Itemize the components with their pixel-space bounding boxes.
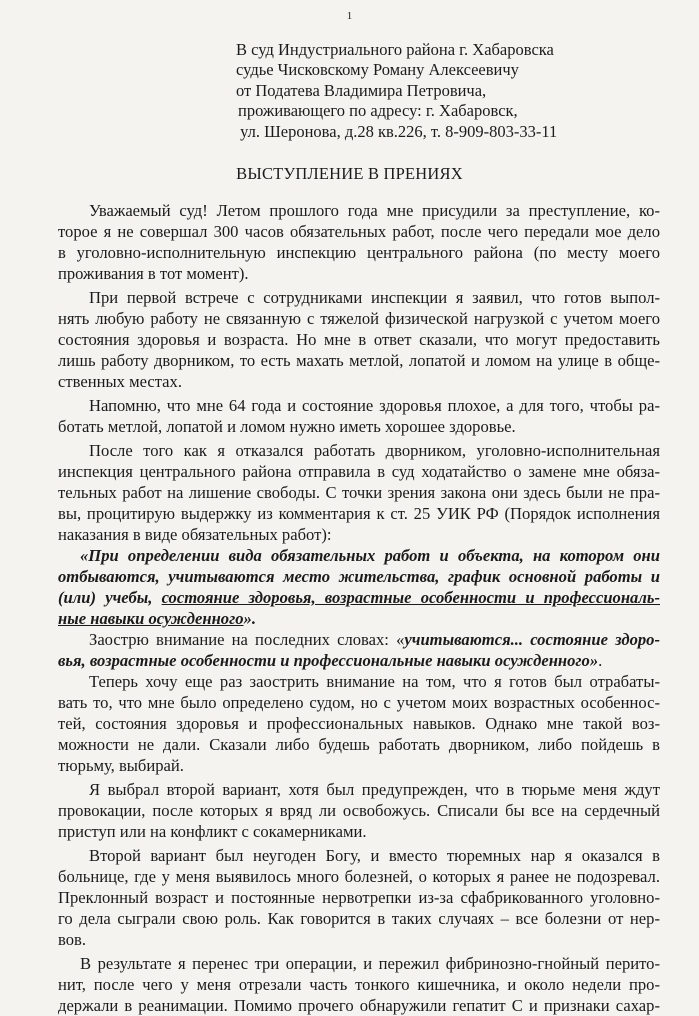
text-line — [58, 650, 660, 671]
text-line: Второй вариант был неугоден Богу, и вместо тюремных нар я оказался в — [89, 846, 660, 865]
text-line: вы, процитирую выдержку из комментария к ст. 25 УИК РФ (Порядок исполнения — [58, 504, 660, 523]
text-line: в уголовно-исполнительную инспекцию центрального района (по месту моего — [58, 243, 660, 262]
text-line: проживания в тот момент). — [58, 264, 249, 283]
text-line: нять любую работу не связанную с тяжелой физической нагрузкой с учетом моего — [58, 309, 660, 328]
address-line: В суд Индустриального района г. Хабаровска — [236, 40, 554, 59]
address-line: от Податева Владимира Петровича, — [236, 80, 487, 100]
text-line: го дела сыграли свою роль. Как говорится в таких случаях – все болезни от нер- — [58, 909, 660, 928]
text-line: Уважаемый суд! Летом прошлого года мне присудили за преступление, ко- — [89, 201, 660, 220]
address-block — [236, 40, 557, 142]
quote-line: «При определении вида обязательных работ и объекта, на котором они — [80, 546, 660, 565]
text-line: лишь работу дворником, то есть махать метлой, лопатой и ломом на улице в обще- — [58, 351, 660, 370]
underlined-fragment: состояние здоровья, возрастные особенности и профессиональ- — [161, 588, 660, 607]
text-fragment: . — [598, 651, 603, 670]
text-line: ственных местах. — [58, 372, 182, 391]
document-body — [58, 200, 660, 1016]
text-fragment: Заострю внимание на последних словах: « — [89, 630, 405, 649]
address-line: ул. Шеронова, д.28 кв.226, т. 8-909-803-33-11 — [236, 121, 558, 141]
text-line: состояния здоровья и возраста. Но мне в ответ сказали, что могут предоставить — [58, 330, 660, 349]
text-line: провокации, после которых я вряд ли освобожусь. Списали бы все на сердечный — [58, 801, 660, 820]
quote-fragment: (или) учебы, — [58, 588, 162, 607]
text-line: Я выбрал второй вариант, хотя был предупрежден, что в тюрьме меня ждут — [89, 780, 660, 799]
text-line: Напомню, что мне 64 года и состояние здоровья плохое, а для того, чтобы ра- — [89, 396, 660, 415]
page-number: 1 — [346, 10, 353, 22]
text-line: инспекция центрального района отправила в суд ходатайство о замене мне обяза- — [58, 462, 660, 481]
address-line: судье Чисковскому Роману Алексеевичу — [236, 60, 519, 80]
text-line: тельных работ на лишение свободы. С точки зрения закона они здесь были не пра- — [58, 483, 660, 502]
address-line: проживающего по адресу: г. Хабаровск, — [238, 101, 518, 121]
quote-fragment: ». — [243, 609, 256, 628]
text-line: держали в реанимации. Помимо прочего обнаружили гепатит С и признаки сахар- — [58, 996, 660, 1015]
text-line: нит, после чего у меня отрезали часть тонкого кишечника, и около недели про- — [58, 975, 660, 994]
underlined-fragment: ные навыки осужденного — [58, 609, 244, 628]
text-line: После того как я отказался работать дворником, уголовно-исполнительная — [89, 441, 660, 460]
document-title: ВЫСТУПЛЕНИЕ В ПРЕНИЯХ — [236, 164, 463, 183]
text-line: приступ или на конфликт с сокамерниками. — [58, 822, 367, 841]
text-line: вать то, что мне было определено судом, но с учетом моих возрастных особеннос- — [58, 693, 660, 712]
text-line — [58, 629, 660, 650]
text-line: наказания в виде обязательных работ): — [58, 525, 332, 544]
text-line: Теперь хочу еще раз заострить внимание на том, что я готов был отрабаты- — [89, 672, 660, 691]
quote-line — [58, 587, 660, 608]
text-line: ботать метлой, лопатой и ломом нужно иметь хорошее здоровье. — [58, 417, 516, 436]
text-line: тей, состояния здоровья и профессиональных навыков. Однако мне такой воз- — [58, 714, 660, 733]
text-line: торое я не совершал 300 часов обязательных работ, после чего передали мое дело — [58, 222, 660, 241]
quote-line — [58, 608, 660, 629]
text-line: вов. — [58, 930, 87, 949]
emphasis-fragment: учитываются... состояние здоро- — [404, 630, 661, 649]
text-line: можности не дали. Сказали либо будешь работать дворником, либо пойдешь в — [58, 735, 660, 754]
text-line: В результате я перенес три операции, и пережил фибринозно-гнойный перито- — [80, 954, 660, 973]
text-line: Преклонный возраст и постоянные нервотрепки из-за сфабрикованного уголовно- — [58, 888, 660, 907]
emphasis-fragment: вья, возрастные особенности и профессиональные навыки осужденного» — [58, 651, 599, 670]
text-line: При первой встрече с сотрудниками инспекции я заявил, что готов выпол- — [89, 288, 660, 307]
text-line: больнице, где у меня выявилось много болезней, о которых я ранее не подозревал. — [58, 867, 660, 886]
text-line: тюрьму, выбирай. — [58, 756, 184, 775]
quote-line: отбываются, учитываются место жительства, график основной работы и — [58, 567, 660, 586]
